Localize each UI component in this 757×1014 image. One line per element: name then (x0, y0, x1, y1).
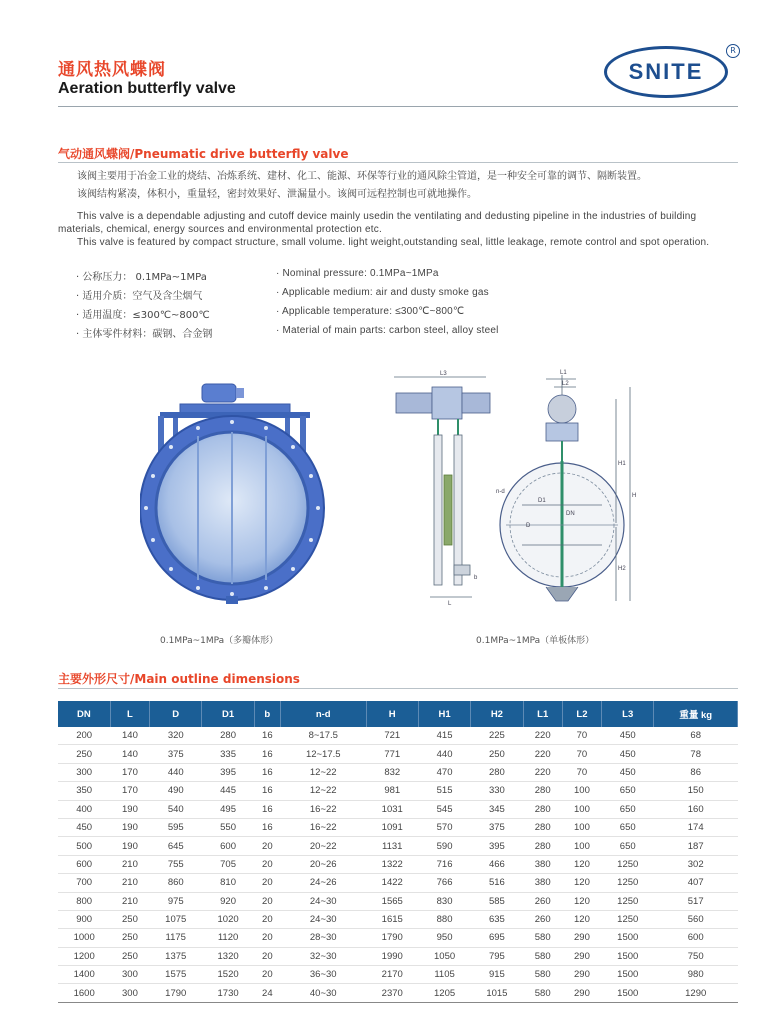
table-cell: 580 (523, 947, 562, 965)
table-cell: 16 (254, 782, 280, 800)
col-l3: L3 (602, 701, 654, 727)
spec-cn-medium: · 适用介质：空气及含尘烟气 (76, 291, 203, 302)
table-cell: 516 (471, 874, 523, 892)
table-cell: 300 (110, 966, 149, 984)
table-cell: 210 (110, 874, 149, 892)
table-cell: 170 (110, 782, 149, 800)
table-cell: 1290 (654, 984, 738, 1002)
table-cell: 832 (366, 763, 418, 781)
dim-l: L (448, 601, 452, 607)
dim-h: H (632, 493, 637, 499)
table-cell: 650 (602, 837, 654, 855)
table-cell: 1615 (366, 910, 418, 928)
table-cell: 260 (523, 892, 562, 910)
table-cell: 1000 (58, 929, 110, 947)
table-cell: 445 (202, 782, 254, 800)
table-cell: 1375 (150, 947, 202, 965)
table-cell: 250 (471, 745, 523, 763)
section-divider-2 (58, 688, 738, 689)
table-cell: 24~26 (280, 874, 366, 892)
col-h: H (366, 701, 418, 727)
table-cell: 721 (366, 727, 418, 745)
table-cell: 1990 (366, 947, 418, 965)
table-cell: 290 (562, 984, 601, 1002)
table-cell: 150 (654, 782, 738, 800)
table-row (58, 929, 738, 947)
section-title-dimensions: 主要外形尺寸/Main outline dimensions (58, 672, 300, 686)
table-cell: 1500 (602, 984, 654, 1002)
table-cell: 920 (202, 892, 254, 910)
table-cell: 595 (150, 818, 202, 836)
table-cell: 1250 (602, 874, 654, 892)
table-cell: 24 (254, 984, 280, 1002)
table-cell: 800 (58, 892, 110, 910)
table-cell: 260 (523, 910, 562, 928)
table-cell: 16~22 (280, 818, 366, 836)
table-cell: 600 (654, 929, 738, 947)
dim-h2: H2 (618, 566, 626, 572)
table-cell: 1175 (150, 929, 202, 947)
table-cell: 1031 (366, 800, 418, 818)
table-cell: 120 (562, 874, 601, 892)
table-cell: 650 (602, 818, 654, 836)
table-cell: 1250 (602, 910, 654, 928)
table-cell: 78 (654, 745, 738, 763)
table-cell: 1790 (150, 984, 202, 1002)
spec-cn-material: · 主体零件材料：碳钢、合金钢 (76, 329, 213, 340)
col-weight: 重量 kg (654, 701, 738, 727)
col-l1: L1 (523, 701, 562, 727)
table-cell: 810 (202, 874, 254, 892)
col-l2: L2 (562, 701, 601, 727)
table-cell: 190 (110, 800, 149, 818)
table-cell: 766 (418, 874, 470, 892)
table-cell: 12~22 (280, 763, 366, 781)
table-cell: 20 (254, 947, 280, 965)
table-cell: 380 (523, 874, 562, 892)
col-h2: H2 (471, 701, 523, 727)
table-cell: 490 (150, 782, 202, 800)
table-cell: 400 (58, 800, 110, 818)
table-cell: 981 (366, 782, 418, 800)
table-cell: 1422 (366, 874, 418, 892)
table-cell: 350 (58, 782, 110, 800)
table-cell: 2370 (366, 984, 418, 1002)
table-cell: 545 (418, 800, 470, 818)
table-cell: 20 (254, 855, 280, 873)
table-cell: 24~30 (280, 910, 366, 928)
table-cell: 560 (654, 910, 738, 928)
table-cell: 68 (654, 727, 738, 745)
table-cell: 250 (110, 929, 149, 947)
caption-single-plate: 0.1MPa~1MPa（单板体形） (476, 636, 595, 646)
table-cell: 280 (523, 837, 562, 855)
table-cell: 16~22 (280, 800, 366, 818)
dim-dn: DN (566, 511, 575, 517)
table-cell: 570 (418, 818, 470, 836)
dim-b: b (474, 575, 478, 581)
col-dn: DN (58, 701, 110, 727)
description-cn-2: 该阀结构紧凑，体积小，重量轻，密封效果好、泄漏量小。该阀可远程控制也可就地操作。 (77, 189, 477, 200)
section-divider (58, 162, 738, 163)
table-cell: 20 (254, 892, 280, 910)
table-cell: 407 (654, 874, 738, 892)
description-cn-1: 该阀主要用于冶金工业的烧结、冶炼系统、建材、化工、能源、环保等行业的通风除尘管道，是一种安全可靠的调节、隔断装置。 (77, 171, 647, 182)
table-cell: 450 (602, 745, 654, 763)
table-cell: 650 (602, 800, 654, 818)
table-row (58, 892, 738, 910)
table-cell: 320 (150, 727, 202, 745)
table-cell: 16 (254, 745, 280, 763)
table-cell: 345 (471, 800, 523, 818)
table-cell: 300 (58, 763, 110, 781)
table-cell: 450 (58, 818, 110, 836)
table-cell: 140 (110, 727, 149, 745)
table-cell: 1250 (602, 855, 654, 873)
table-cell: 32~30 (280, 947, 366, 965)
table-cell: 695 (471, 929, 523, 947)
snite-logo (604, 46, 728, 98)
table-cell: 36~30 (280, 966, 366, 984)
table-cell: 705 (202, 855, 254, 873)
table-cell: 1015 (471, 984, 523, 1002)
logo-text: SNITE (628, 59, 704, 84)
table-cell: 716 (418, 855, 470, 873)
table-cell: 975 (150, 892, 202, 910)
spec-en-medium: · Applicable medium: air and dusty smoke gas (276, 287, 489, 298)
table-cell: 70 (562, 745, 601, 763)
table-cell: 550 (202, 818, 254, 836)
table-cell: 20 (254, 837, 280, 855)
table-cell: 280 (523, 800, 562, 818)
table-cell: 170 (110, 763, 149, 781)
table-cell: 330 (471, 782, 523, 800)
table-cell: 1520 (202, 966, 254, 984)
col-d: D (150, 701, 202, 727)
spec-en-temperature: · Applicable temperature: ≤300℃~800℃ (276, 306, 465, 317)
table-cell: 12~22 (280, 782, 366, 800)
table-cell: 1730 (202, 984, 254, 1002)
table-cell: 517 (654, 892, 738, 910)
col-h1: H1 (418, 701, 470, 727)
table-cell: 20 (254, 874, 280, 892)
table-cell: 1320 (202, 947, 254, 965)
table-cell: 580 (523, 984, 562, 1002)
table-cell: 650 (602, 782, 654, 800)
table-cell: 120 (562, 855, 601, 873)
table-cell: 40~30 (280, 984, 366, 1002)
table-cell: 16 (254, 727, 280, 745)
table-cell: 120 (562, 910, 601, 928)
spec-cn-pressure: · 公称压力： 0.1MPa~1MPa (76, 272, 207, 283)
col-d1: D1 (202, 701, 254, 727)
table-cell: 415 (418, 727, 470, 745)
table-cell: 16 (254, 763, 280, 781)
table-cell: 860 (150, 874, 202, 892)
table-cell: 280 (523, 818, 562, 836)
table-header-row (58, 701, 738, 727)
table-cell: 210 (110, 892, 149, 910)
table-cell: 190 (110, 818, 149, 836)
table-cell: 100 (562, 800, 601, 818)
spec-en-pressure: · Nominal pressure: 0.1MPa~1MPa (276, 268, 439, 279)
table-cell: 174 (654, 818, 738, 836)
table-cell: 28~30 (280, 929, 366, 947)
table-cell: 16 (254, 800, 280, 818)
table-cell: 86 (654, 763, 738, 781)
table-cell: 880 (418, 910, 470, 928)
dim-d: D (526, 523, 531, 529)
table-cell: 200 (58, 727, 110, 745)
table-cell: 290 (562, 947, 601, 965)
table-cell: 187 (654, 837, 738, 855)
dim-h1: H1 (618, 461, 626, 467)
table-cell: 771 (366, 745, 418, 763)
table-cell: 220 (523, 745, 562, 763)
table-cell: 1091 (366, 818, 418, 836)
table-cell: 280 (471, 763, 523, 781)
table-cell: 2170 (366, 966, 418, 984)
table-cell: 450 (602, 727, 654, 745)
table-cell: 1565 (366, 892, 418, 910)
table-row (58, 727, 738, 745)
table-row (58, 782, 738, 800)
table-cell: 600 (58, 855, 110, 873)
table-row (58, 874, 738, 892)
table-cell: 20~26 (280, 855, 366, 873)
table-cell: 1575 (150, 966, 202, 984)
table-cell: 290 (562, 966, 601, 984)
table-cell: 1322 (366, 855, 418, 873)
dimensions-table (58, 701, 738, 1003)
header-divider (58, 106, 738, 107)
dim-d1: D1 (538, 498, 546, 504)
table-cell: 24~30 (280, 892, 366, 910)
table-cell: 395 (202, 763, 254, 781)
page-title-en: Aeration butterfly valve (58, 80, 236, 97)
table-cell: 585 (471, 892, 523, 910)
table-row (58, 910, 738, 928)
table-cell: 635 (471, 910, 523, 928)
table-cell: 470 (418, 763, 470, 781)
table-cell: 1120 (202, 929, 254, 947)
table-cell: 250 (110, 947, 149, 965)
table-cell: 1500 (602, 947, 654, 965)
table-cell: 8~17.5 (280, 727, 366, 745)
table-cell: 280 (523, 782, 562, 800)
table-cell: 1500 (602, 929, 654, 947)
table-cell: 280 (202, 727, 254, 745)
table-cell: 140 (110, 745, 149, 763)
table-cell: 250 (110, 910, 149, 928)
dim-nd: n-d (496, 489, 505, 495)
table-row (58, 984, 738, 1002)
dim-l2: L2 (562, 381, 569, 387)
table-cell: 1790 (366, 929, 418, 947)
table-cell: 1200 (58, 947, 110, 965)
description-en-1: This valve is a dependable adjusting and cutoff device mainly usedin the ventilating and dedusting pipeline in the industries of building materials, chemical, energy sources and environmental protection etc. (58, 211, 697, 235)
table-cell: 302 (654, 855, 738, 873)
spec-cn-temperature: · 适用温度：≤300℃~800℃ (76, 310, 210, 321)
table-row (58, 837, 738, 855)
table-cell: 160 (654, 800, 738, 818)
table-cell: 375 (150, 745, 202, 763)
table-cell: 375 (471, 818, 523, 836)
table-cell: 120 (562, 892, 601, 910)
table-cell: 20 (254, 966, 280, 984)
table-cell: 515 (418, 782, 470, 800)
table-cell: 1131 (366, 837, 418, 855)
table-cell: 500 (58, 837, 110, 855)
table-cell: 335 (202, 745, 254, 763)
table-cell: 590 (418, 837, 470, 855)
section-title-pneumatic: 气动通风蝶阀/Pneumatic drive butterfly valve (58, 147, 349, 161)
table-row (58, 818, 738, 836)
table-cell: 210 (110, 855, 149, 873)
table-cell: 70 (562, 727, 601, 745)
table-cell: 830 (418, 892, 470, 910)
dim-l1: L1 (560, 370, 567, 376)
description-en-2: This valve is featured by compact structure, small volume. light weight,outstanding seal, little leakage, remote control and spot operation. (77, 237, 710, 248)
table-cell: 440 (418, 745, 470, 763)
table-cell: 100 (562, 818, 601, 836)
table-cell: 220 (523, 727, 562, 745)
table-cell: 645 (150, 837, 202, 855)
table-row (58, 763, 738, 781)
table-cell: 466 (471, 855, 523, 873)
table-body (58, 727, 738, 1002)
table-cell: 1400 (58, 966, 110, 984)
table-cell: 540 (150, 800, 202, 818)
registered-mark: R (726, 44, 740, 58)
table-cell: 1205 (418, 984, 470, 1002)
valve-technical-drawing (386, 365, 648, 615)
table-cell: 12~17.5 (280, 745, 366, 763)
table-cell: 1500 (602, 966, 654, 984)
table-cell: 100 (562, 837, 601, 855)
table-cell: 100 (562, 782, 601, 800)
table-cell: 70 (562, 763, 601, 781)
table-cell: 1600 (58, 984, 110, 1002)
col-b: b (254, 701, 280, 727)
table-cell: 190 (110, 837, 149, 855)
table-cell: 225 (471, 727, 523, 745)
col-l: L (110, 701, 149, 727)
table-cell: 755 (150, 855, 202, 873)
table-cell: 20 (254, 929, 280, 947)
table-cell: 915 (471, 966, 523, 984)
table-cell: 220 (523, 763, 562, 781)
table-cell: 795 (471, 947, 523, 965)
table-cell: 950 (418, 929, 470, 947)
table-cell: 450 (602, 763, 654, 781)
table-cell: 20 (254, 910, 280, 928)
table-cell: 580 (523, 929, 562, 947)
table-cell: 300 (110, 984, 149, 1002)
table-cell: 700 (58, 874, 110, 892)
table-cell: 395 (471, 837, 523, 855)
col-nd: n-d (280, 701, 366, 727)
table-cell: 1250 (602, 892, 654, 910)
table-row (58, 966, 738, 984)
table-cell: 900 (58, 910, 110, 928)
table-cell: 1050 (418, 947, 470, 965)
valve-photo-multi-leaf (140, 378, 330, 610)
table-cell: 440 (150, 763, 202, 781)
table-cell: 980 (654, 966, 738, 984)
table-cell: 495 (202, 800, 254, 818)
dim-l3: L3 (440, 371, 447, 377)
table-cell: 1020 (202, 910, 254, 928)
table-row (58, 745, 738, 763)
page-title-cn: 通风热风蝶阀 (58, 60, 166, 80)
table-cell: 250 (58, 745, 110, 763)
table-row (58, 947, 738, 965)
table-row (58, 800, 738, 818)
spec-en-material: · Material of main parts: carbon steel, alloy steel (276, 325, 499, 336)
table-cell: 1105 (418, 966, 470, 984)
table-cell: 290 (562, 929, 601, 947)
table-cell: 750 (654, 947, 738, 965)
caption-multi-leaf: 0.1MPa~1MPa（多瓣体形） (160, 636, 279, 646)
table-row (58, 855, 738, 873)
table-cell: 16 (254, 818, 280, 836)
table-cell: 1075 (150, 910, 202, 928)
table-cell: 600 (202, 837, 254, 855)
table-cell: 380 (523, 855, 562, 873)
table-cell: 20~22 (280, 837, 366, 855)
table-cell: 580 (523, 966, 562, 984)
